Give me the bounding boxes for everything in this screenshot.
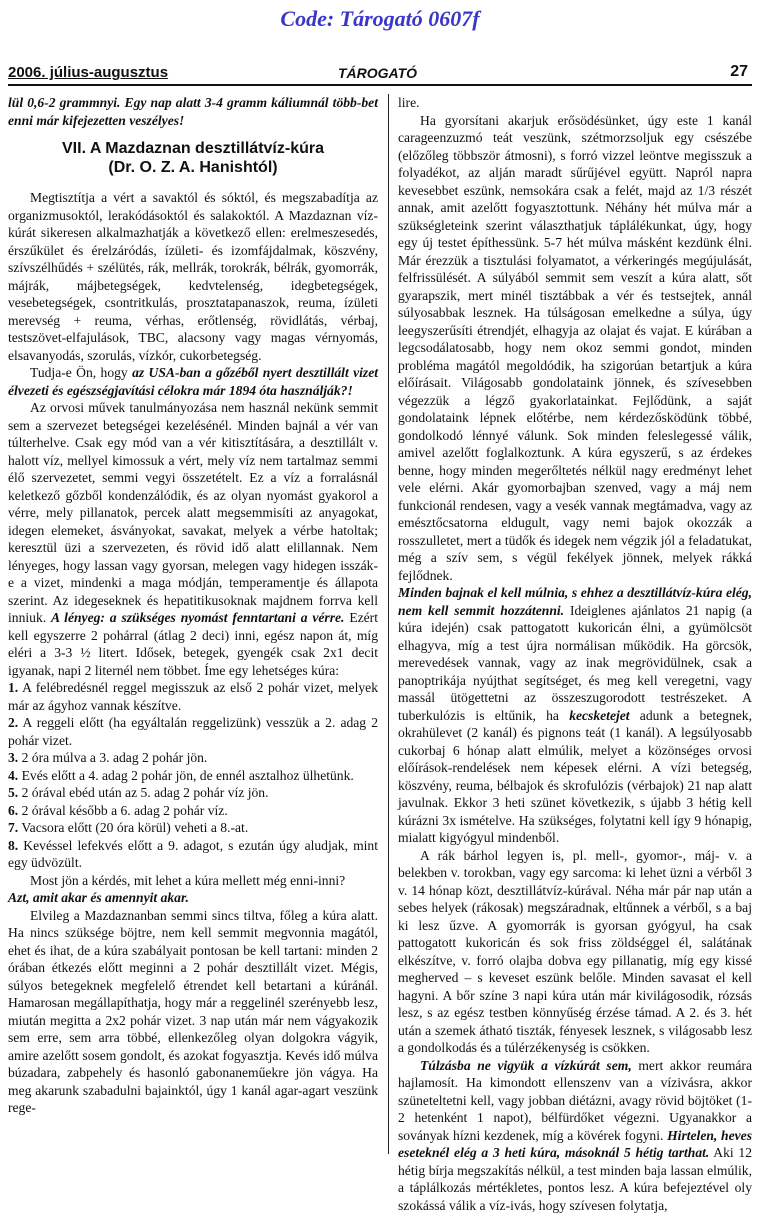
list-item	[8, 819, 378, 837]
right-paragraph-2-body: Ideiglenes ajánlatos 21 napig (a kúra idején) csak pattogatott kukoricán élni, a gyümölcsöt elhagyva, míg a test újra normálisan működik. Ha görcsök, merevedések vannak, vagy az inak megrövidülnek, csak a panoptrikája nyújthat segítséget, és meg kell veregetni, vagy massál ütögettetni az összeszugorodott testrészeket. A tuberkulózis is eltűnik, ha	[398, 603, 752, 723]
list-number: 1.	[8, 680, 18, 695]
list-text: Evés előtt a 4. adag 2 pohár jön, de ennél asztalhoz ülhetünk.	[22, 768, 354, 783]
magazine-name: TÁROGATÓ	[338, 65, 417, 81]
list-number: 6.	[8, 803, 18, 818]
question-answer: Azt, amit akar és amennyit akar.	[8, 889, 378, 907]
article-title-line1: VII. A Mazdaznan desztillátvíz-kúra	[8, 139, 378, 158]
article-title	[8, 139, 378, 177]
list-item	[8, 749, 378, 767]
paragraph-2	[8, 364, 378, 399]
right-paragraph-4-body: mert akkor reumára hajlamosít. Ha kimondott ellenszenv van a vízivásra, akkor szüneteltetni kell, vagy jobban diétázni, avagy rövid böjtöket (1-2 hetenként 1 napot), bélfürdőket végezni. Ugyanakkor a soványak hízni kezdenek, míg a kövérek fogyni.	[398, 1058, 752, 1143]
page-number: 27	[730, 63, 748, 81]
list-item	[8, 714, 378, 749]
right-paragraph-4-emphasis-2: Hirtelen, heves eseteknél elég a 3 heti kúra, másoknál 5 hétig tarthat.	[398, 1128, 752, 1161]
list-item	[8, 767, 378, 785]
right-column	[398, 94, 752, 1164]
issue-date: 2006. július-augusztus	[8, 64, 168, 81]
list-number: 5.	[8, 785, 18, 800]
list-text: 2 órával ebéd után az 5. adag 2 pohár víz jön.	[22, 785, 269, 800]
list-text: A felébredésnél reggel megisszuk az első 2 pohár vizet, melyek már az ágyhoz vannak készítve.	[8, 680, 378, 713]
column-divider	[388, 94, 389, 1154]
paragraph-2-emphasis: az USA-ban a gőzéből nyert desztillált vizet élvezeti és egészségjavítási célokra már 1894 óta használják?!	[8, 365, 378, 398]
page-header	[8, 60, 752, 86]
list-item	[8, 837, 378, 872]
list-number: 3.	[8, 750, 18, 765]
paragraph-3	[8, 399, 378, 679]
right-paragraph-4	[398, 1057, 752, 1214]
continuation-word: lire.	[398, 94, 752, 112]
list-item	[8, 802, 378, 820]
right-paragraph-2	[398, 584, 752, 847]
paragraph-3-body: Az orvosi művek tanulmányozása nem használ nekünk semmit sem a szervezet betegségei kezelésénél. Minden bajnál a vér van túlterhelve. Csak egy mód van a vér kitisztítására, a desztillált v. halott víz, mellyel kimossuk a vért, mely víz nem tartalmaz semmi élő szervezetet, semmi vegyi összetételt. Ez a víz a forralásnál keletkező gőzből kondenzálódik, és az olyan nyomást gyakorol a vérre, mely pillanatok, percek alatt megsemmisíti az anyagokat, idegen elemeket, ásványokat, savakat, melyek a vérbe hatoltak; keresztül üzi a szervezeten, és rövid idő alatt elillannak. Nem lényeges, hogy lassan vagy gyorsan, melegen vagy hidegen isszák-e a vizet, mindenki a maga módján, temperamentje és állapota szerint. Az idegeseknek és hepatitikusoknak majdnem forrva kell inniuk.	[8, 400, 378, 625]
right-paragraph-4-tail: Aki 12 hétig bírja megszakítás nélkül, a test minden baja lassan elmúlik, a táplálkozás mértékletes, pontos lesz. A kúra befejeztével oly szokássá válik a víz-ivás, hogy szívesen folytatja,	[398, 1145, 752, 1213]
list-item	[8, 784, 378, 802]
paragraph-3-emphasis: A lényeg: a szükséges nyomást fenntartani a vérre.	[51, 610, 344, 625]
question: Most jön a kérdés, mit lehet a kúra mellett még enni-inni?	[8, 872, 378, 890]
list-text: Kevéssel lefekvés előtt a 9. adagot, s ezután úgy aludjak, mint egy üdvözült.	[8, 838, 378, 871]
paragraph-2-lead: Tudja-e Ön, hogy	[30, 365, 132, 380]
list-number: 2.	[8, 715, 18, 730]
list-text: 2 óra múlva a 3. adag 2 pohár jön.	[22, 750, 208, 765]
cure-list	[8, 679, 378, 872]
paragraph-1: Megtisztítja a vért a savaktól és sóktól, és megszabadítja az organizmusoktól, lerakódásoktól és salakoktól. A Mazdaznan víz-kúrát sikeresen alkalmazhatják a következő ellen: erelmeszesedés, érszűkület és érelzáródás, ízületi- és izomfájdalmak, köszvény, szívszélhűdés + szélütés, rák, mellrák, torokrák, bélrák, gyomorrák, májrák, májbetegségek, kedvtelenség, idegbetegségek, vesebetegségek, csontritkulás, prosztatapanaszok, reuma, ízületi merevség + reuma, vérhas, erőtlenség, rövidlátás, vérbaj, testszövet-elfajulások, TBC, alacsony vagy magas vérnyomás, elsavanyodás, szorulás, vízkór, cukorbetegség.	[8, 189, 378, 364]
right-paragraph-4-emphasis: Túlzásba ne vigyük a vízkúrát sem,	[420, 1058, 632, 1073]
paragraph-3-tail: Ezért kell egyszerre 2 pohárral (átlag 2 deci) inni, egész napon át, míg eléri a 3-3 ½ litert. Idősek, betegek, gyengék csak 2x1 decit igyanak, napi 2 liternél nem többet. Íme egy lehetséges kúra:	[8, 610, 378, 678]
right-paragraph-2-tail: adunk a betegnek, okrahülevet (2 kanál) és pignons teát (1 kanál). A legsúlyosabb cukorbaj 6 hónap alatt elmúlik, melyet a közönséges orvosi előírások-rendelések nem képesek elérni. A vízi betegség, köszvény, reuma, bélbajok és skrofulózis (vérbajok) 21 nap alatt javulnak. Ekkor 3 heti szünet következik, s újabb 3 hétig kell kúrázni 3x ismételve. Ha szükséges, folytatni kell így 9 hónapig, mialatt kigyógyul mindenből.	[398, 708, 752, 846]
right-paragraph-2-emphasis-2: kecsketejet	[569, 708, 629, 723]
list-text: 2 órával később a 6. adag 2 pohár víz.	[22, 803, 228, 818]
list-number: 4.	[8, 768, 18, 783]
right-paragraph-3: A rák bárhol legyen is, pl. mell-, gyomor-, máj- v. a belekben v. torokban, vagy egy sarcoma: ki lehet üzni a vérből 3 v. 14 hónap közt, desztillátvíz-kúrával. Néha már pár nap után a sebes helyek (rákosak) megszáradnak, eltűnnek a vérből, s a baj ki lesz űzve. A gyomorrák is gyorsan gyógyul, ha csak pattogatott kukoricán és sok friss zöldséggel él, salátának elkészítve, v. forró olajba dobva egy pillanatig, míg egy kissé megherved – s keveset eszünk belőle. Minden savasat el kell hagyni. A bőr színe 3 napi kúra után már kivilágosodik, rózsás lesz, s az egész testben könnyűség érzése támad. A 2. és 3. hét után a szemek átható tiszták, fényesek lesznek, s világosabb lesz a gondolkodás és a túlérzékenység is csökken.	[398, 847, 752, 1057]
right-paragraph-1: Ha gyorsítani akarjuk erősödésünket, úgy este 1 kanál carageenzuzmó teát veszünk, szétmorzsoljuk egy csészébe (előzőleg többször átmosni), s forró vizzel leöntve megisszuk a folyadékot, az alján maradt sűrűjével együtt. Napról napra kevesebbet eszünk, nemsokára csak a felét, majd az 1/3 részét annak, amit azelőtt fogyasztottunk. Néhány hét múlva már a szükségleteink szerint választhatjuk táplálékunkat, úgy, hogy egy új testet építhessünk. 5-7 hét múlva másként kezdünk élni. Már érezzük a tisztulási folyamatot, a vérkeringés megújulását, felfrissülését. A súlyából semmit sem veszít a kúra alatt, sőt gyarapszik, mert minél tisztábbak a vér és testsejtek, annál súlyosabbak lesznek. Ha túlságosan emelkedne a súlya, úgy leegyszerűsíti étrendjét, elhagyja az olajat és vajat. E kúrában a legcsodálatosabb, hogy nem okoz semmi gondot, minden probléma magától megoldódik, ha szigorúan betartjuk a kúra előírásait. Világosabb gondolataink jönnek, és szívesebben végezzük a légző gyakorlatainkat. Fejlődünk, a saját gondolataink lépnek előtérbe, nem kérdezősködünk többé, gondolkodó lénnyé válunk. Sok minden feleslegessé válik, amivel azelőtt foglalkoztunk. A kúra egyszerű, s az érdekes benne, hogy minden megerőltetés nélkül nagy eredményt lehet vele elérni. Akár gyomorbajban szenved, vagy a máj nem funkcionál rendesen, vagy a vesék vannak megtámadva, vagy az emésztőcsatorna eldugult, vagy nemi bajok okozzák a rosszulletet, mert a tüdők és idegek nem végzik jól a feladatukat, még a szív sem, s végül fekélyek jönnek, melyek rákká fejlődnek.	[398, 112, 752, 585]
list-text: Vacsora előtt (20 óra körül) veheti a 8.-at.	[21, 820, 248, 835]
paragraph-4: Elvileg a Mazdaznanban semmi sincs tiltva, főleg a kúra alatt. Ha nincs szüksége böjtre, nem kell semmit megvonnia magától, ehet és ihat, de a kúra szabályait pontosan be kell tartani: minden 2 órában étkezés előtt meginni a 2 pohár desztillált vizet. Mégis, súlyos betegeknek megfelelő étrendet kell betartani a kúránál. Hamarosan megállapíthatja, hogy már a reggelinél szerényebb lesz, miután megitta a 2x2 pohár vizet. 3 nap után már nem vágyakozik sem erre, sem arra többé, ellenkezőleg olyan dolgokra vágyik, amire azelőtt sosem gondolt, és azokat fogyasztja. Kevés idő múlva búzadara, zabpehely és hasonló gabonaneműekre jön vágya. Ha meg akarunk szabadulni bajainktól, úgy 1 kanál agar-agart veszünk rege-	[8, 907, 378, 1117]
list-text: A reggeli előtt (ha egyáltalán reggelizünk) vesszük a 2. adag 2 pohár vizet.	[8, 715, 378, 748]
list-item	[8, 679, 378, 714]
code-line: Code: Tárogató 0607f	[0, 6, 760, 32]
article-title-line2: (Dr. O. Z. A. Hanishtól)	[8, 158, 378, 177]
left-column	[8, 94, 378, 1164]
list-number: 8.	[8, 838, 18, 853]
list-number: 7.	[8, 820, 18, 835]
intro-warning: lül 0,6-2 grammnyi. Egy nap alatt 3-4 gramm káliumnál több-bet enni már kifejezetten veszélyes!	[8, 94, 378, 129]
right-paragraph-2-emphasis: Minden bajnak el kell múlnia, s ehhez a desztillátvíz-kúra elég, nem kell semmit hozzátenni.	[398, 585, 752, 618]
